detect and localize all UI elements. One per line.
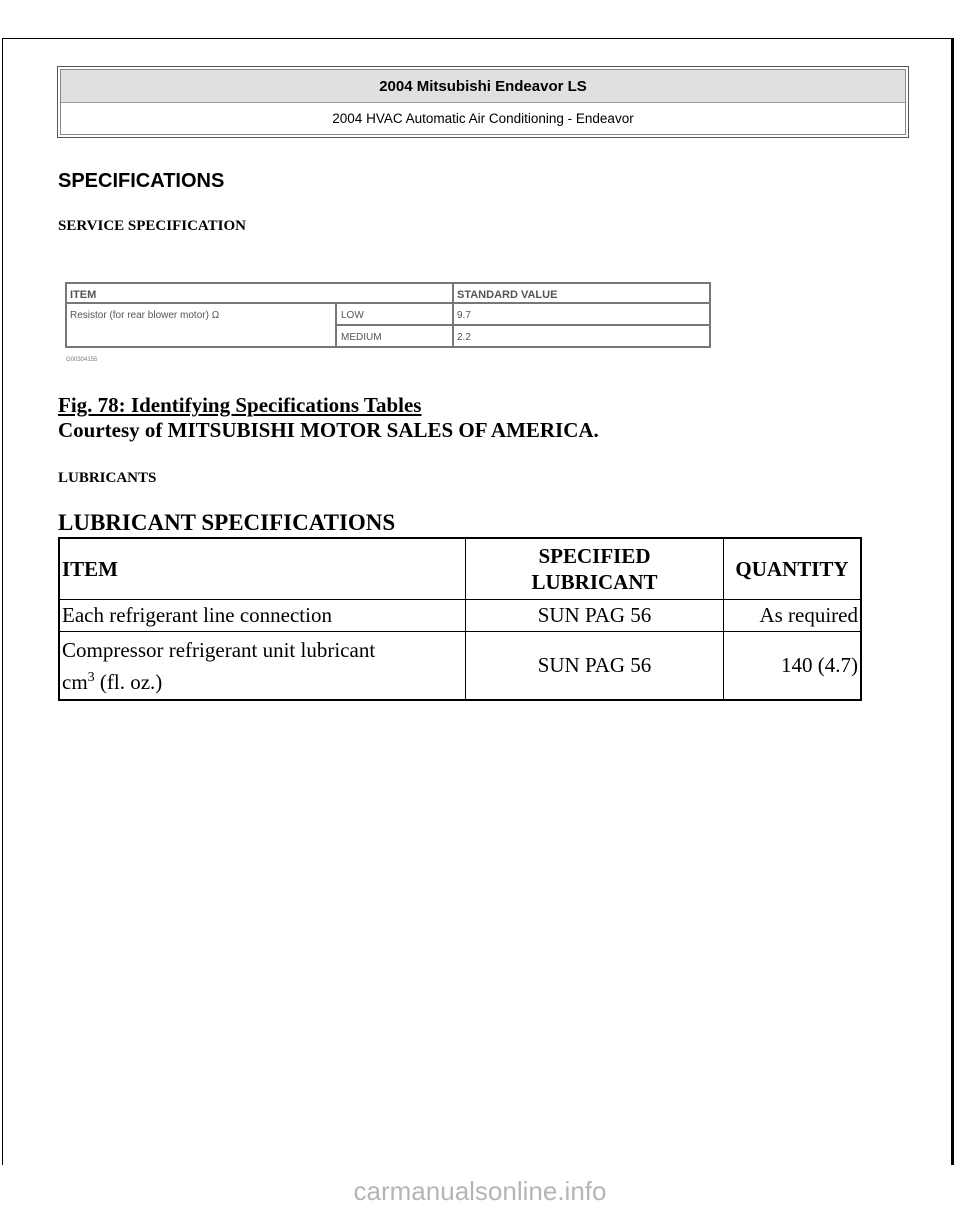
figure-row-medium-label: MEDIUM: [341, 332, 382, 343]
figure-row-medium-value: 2.2: [457, 332, 471, 343]
cell-item-unit-superscript: 3: [87, 669, 95, 685]
col-header-specified: SPECIFIED: [538, 544, 651, 568]
figure-row-low-value: 9.7: [457, 310, 471, 321]
cell-item: Each refrigerant line connection: [59, 600, 466, 632]
lubricant-specifications-table: [58, 537, 862, 701]
figure-row-item: Resistor (for rear blower motor) Ω: [70, 310, 220, 321]
cell-lubricant: SUN PAG 56: [466, 632, 724, 701]
document-header: [57, 66, 909, 138]
specifications-figure-image: [64, 279, 714, 365]
cell-quantity: 140 (4.7): [724, 632, 862, 701]
col-header-quantity: QUANTITY: [724, 538, 862, 600]
header-title: 2004 Mitsubishi Endeavor LS: [61, 70, 905, 103]
cell-quantity: As required: [724, 600, 862, 632]
col-header-item: ITEM: [59, 538, 466, 600]
figure-caption: Fig. 78: Identifying Specifications Tables: [58, 393, 422, 417]
table-row: [59, 600, 861, 632]
col-header-specified-lubricant: [466, 538, 724, 600]
watermark-text: carmanualsonline.info: [353, 1176, 607, 1206]
cell-lubricant: SUN PAG 56: [466, 600, 724, 632]
figure-header-item: ITEM: [70, 289, 97, 301]
cell-item-unit: cm: [62, 669, 88, 694]
figure-row-low-label: LOW: [341, 310, 364, 321]
figure-courtesy: Courtesy of MITSUBISHI MOTOR SALES OF AMERICA.: [58, 418, 599, 442]
table-title-lubricant-specifications: LUBRICANT SPECIFICATIONS: [58, 510, 396, 535]
header-subtitle: 2004 HVAC Automatic Air Conditioning - Endeavor: [332, 111, 634, 126]
table-row: [59, 632, 861, 701]
table-header-row: [59, 538, 861, 600]
section-heading-specifications: SPECIFICATIONS: [58, 170, 225, 192]
cell-item-unit-rest: (fl. oz.): [94, 669, 163, 694]
cell-item: [59, 632, 466, 701]
subheading-service-specification: SERVICE SPECIFICATION: [58, 218, 246, 234]
col-header-lubricant: LUBRICANT: [531, 570, 658, 594]
subheading-lubricants: LUBRICANTS: [58, 470, 157, 486]
cell-item-line1: Compressor refrigerant unit lubricant: [62, 637, 376, 662]
figure-image-code: G00304155: [66, 357, 98, 363]
figure-header-standard-value: STANDARD VALUE: [457, 289, 558, 301]
